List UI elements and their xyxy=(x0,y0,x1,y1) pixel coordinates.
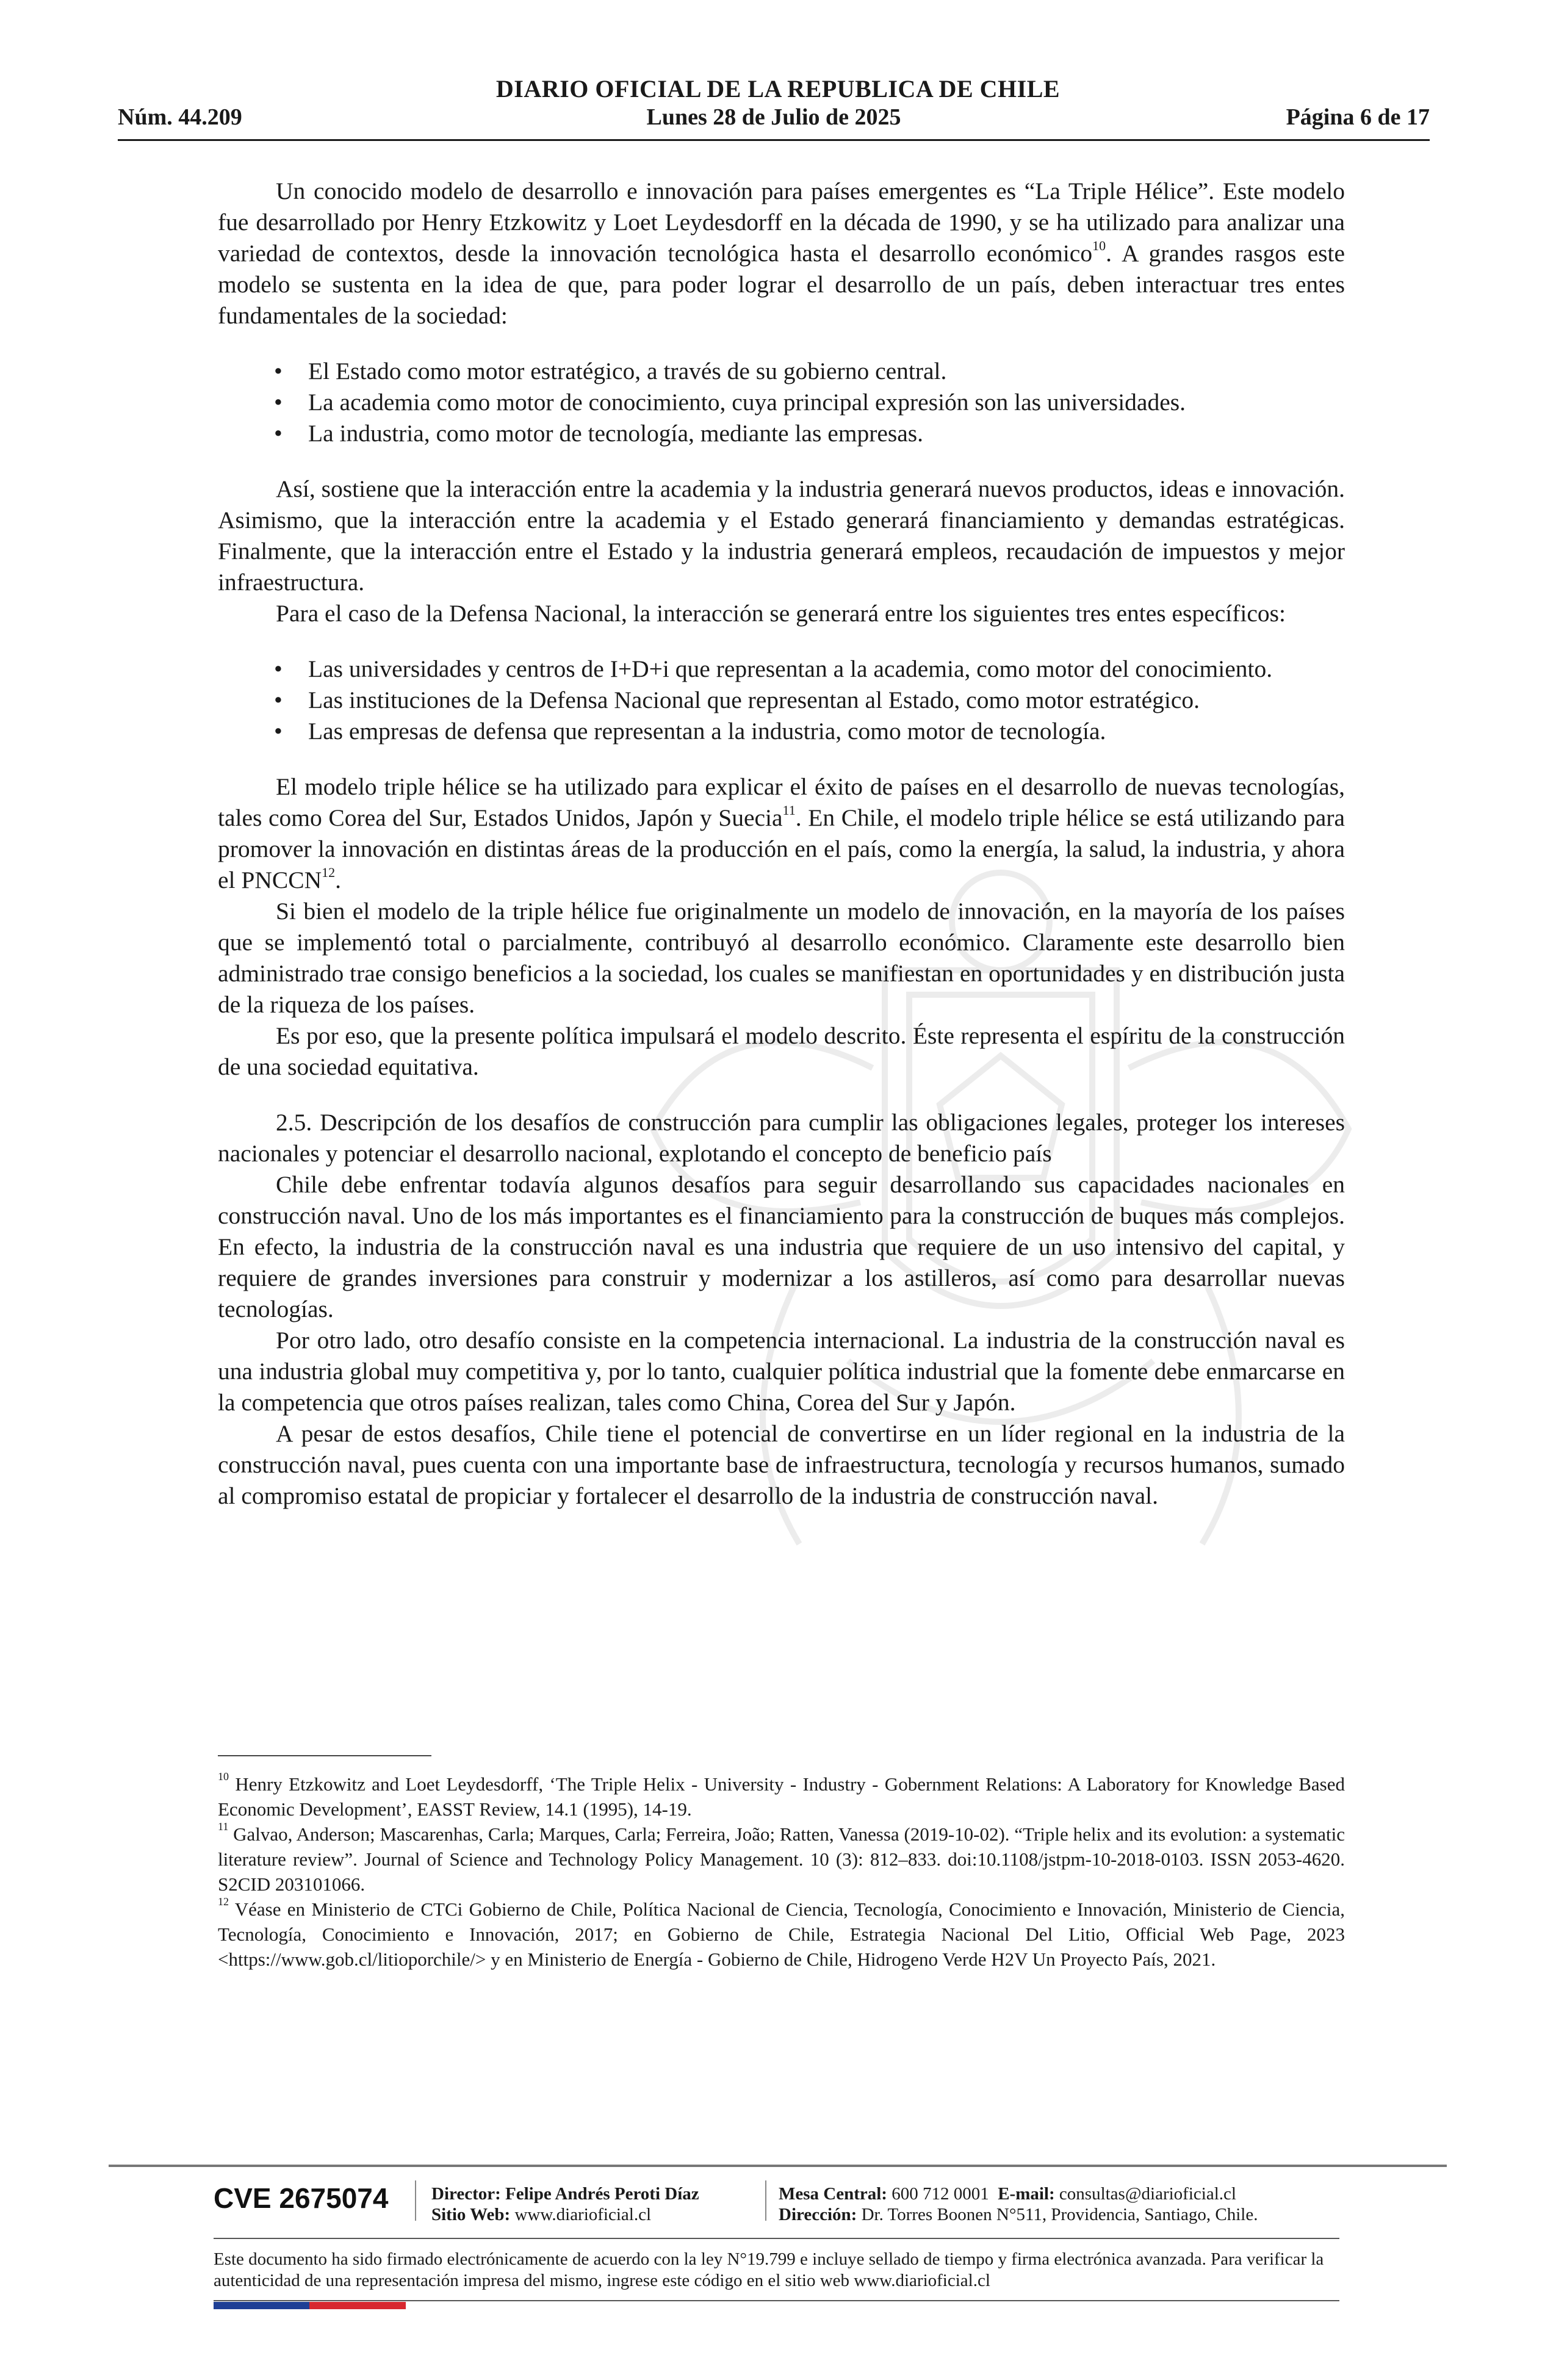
page-indicator: Página 6 de 17 xyxy=(1286,104,1430,130)
paragraph: Si bien el modelo de la triple hélice fue originalmente un modelo de innovación, en la mayoría de los países que se implementó total o parcialmente, contribuyó al desarrollo económico. Claramente este desarrollo bien administrado trae consigo beneficios a la sociedad, los cuales se manifiestan en oportunidades y en distribución justa de la riqueza de los países. xyxy=(218,898,1345,1018)
legal-notice: Este documento ha sido firmado electrónicamente de acuerdo con la ley N°19.799 e incluye sellado de tiempo y firma electrónica avanzada. Para verificar la autenticidad de una representación impresa del mismo, ingrese este código en el sitio web www.diarioficial.cl xyxy=(214,2249,1324,2290)
paragraph: Por otro lado, otro desafío consiste en la competencia internacional. La industria de la construcción naval es una industria global muy competitiva y, por lo tanto, cualquier política industrial que la fomente debe enmarcarse en la competencia que otros países realizan, tales como China, Corea del Sur y Japón. xyxy=(218,1327,1345,1416)
header-divider xyxy=(118,139,1430,141)
footer-divider xyxy=(214,2300,1339,2301)
document-body xyxy=(218,176,1345,1512)
header-row xyxy=(118,104,1430,133)
list-item: • El Estado como motor estratégico, a través de su gobierno central. xyxy=(218,356,1345,387)
bullet-list xyxy=(218,654,1345,747)
email-link[interactable]: consultas@diarioficial.cl xyxy=(1059,2184,1236,2204)
bullet-icon: • xyxy=(274,687,283,713)
footnote-divider xyxy=(218,1755,431,1756)
list-item: • Las empresas de defensa que representan a la industria, como motor de tecnología. xyxy=(218,716,1345,747)
footnotes xyxy=(218,1772,1345,1972)
bullet-list xyxy=(218,356,1345,449)
issue-date: Lunes 28 de Julio de 2025 xyxy=(646,104,901,130)
paragraph: Es por eso, que la presente política impulsará el modelo descrito. Éste representa el espíritu de la construcción de una sociedad equitativa. xyxy=(218,1022,1345,1080)
address: Dr. Torres Boonen N°511, Providencia, Santiago, Chile. xyxy=(861,2205,1258,2224)
list-item: • Las universidades y centros de I+D+i que representan a la academia, como motor del conocimiento. xyxy=(218,654,1345,685)
list-item: • La industria, como motor de tecnología, mediante las empresas. xyxy=(218,418,1345,449)
footnote: $^{11}$ Galvao, Anderson; Mascarenhas, Carla; Marques, Carla; Ferreira, João; Ratten, Vanessa (2019-10-02). “Triple helix and its evolution: a systematic literature review”. Journal of Science and Technology Policy Management. 10 (3): 812–833. doi:10.1108/jstpm-10-2018-0103. ISSN 2053-4620. S2CID 203101066. xyxy=(218,1820,1345,1895)
footnote: $^{12}$ Véase en Ministerio de CTCi Gobierno de Chile, Política Nacional de Ciencia, Tecnología, Conocimiento e Innovación, Ministerio de Ciencia, Tecnología, Conocimiento e Innovación, 2017; en Gobierno de Chile, Estrategia Nacional Del Litio, Official Web Page, 2023 <https://www.gob.cl/litioporchile/> y en Ministerio de Energía - Gobierno de Chile, Hidrogeno Verde H2V Un Proyecto País, 2021. xyxy=(218,1895,1345,1970)
bullet-icon: • xyxy=(274,718,283,745)
paragraph: El modelo triple hélice se ha utilizado para explicar el éxito de países en el desarrollo de nuevas tecnologías, tales como Corea del Sur, Estados Unidos, Japón y Suecia$^{11}$. En Chile, el modelo triple hélice se está utilizando para promover la innovación en distintas áreas de la producción en el país, como la energía, la salud, la industria, y ahora el PNCCN$^{12}$. xyxy=(218,773,1345,893)
phone-number: 600 712 0001 xyxy=(891,2184,989,2204)
newspaper-title: DIARIO OFICIAL DE LA REPUBLICA DE CHILE xyxy=(495,75,1061,103)
footnote: $^{10}$ Henry Etzkowitz and Loet Leydesdorff, ‘The Triple Helix - University - Industry - Gobernment Relations: A Laboratory for Knowledge Based Economic Development’, EASST Review, 14.1 (1995), 14-19. xyxy=(218,1770,1345,1820)
paragraph: Un conocido modelo de desarrollo e innovación para países emergentes es “La Triple Hélice”. Este modelo fue desarrollado por Henry Etzkowitz y Loet Leydesdorff en la década de 1990, y se ha utilizado para analizar una variedad de contextos, desde la innovación tecnológica hasta el desarrollo económico$^{10}$. A grandes rasgos este modelo se sustenta en la idea de que, para poder lograr el desarrollo de un país, deben interactuar tres entes fundamentales de la sociedad: xyxy=(218,178,1345,329)
bullet-icon: • xyxy=(274,655,283,682)
paragraph: A pesar de estos desafíos, Chile tiene el potencial de convertirse en un líder regional en la industria de la construcción naval, pues cuenta con una importante base de infraestructura, tecnología y recursos humanos, sumado al compromiso estatal de propiciar y fortalecer el desarrollo de la industria de construcción naval. xyxy=(218,1420,1345,1509)
footnote-ref: 10 xyxy=(1092,237,1106,253)
list-item: • La academia como motor de conocimiento, cuya principal expresión son las universidades. xyxy=(218,387,1345,418)
section-heading: 2.5. Descripción de los desafíos de construcción para cumplir las obligaciones legales, proteger los intereses nacionales y potenciar el desarrollo nacional, explotando el concepto de beneficio país xyxy=(218,1109,1345,1167)
footer-divider xyxy=(109,2165,1447,2167)
footer-contact-block: Mesa Central: 600 712 0001 E-mail: consultas@diarioficial.cl Dirección: Dr. Torres Boonen N°511, Providencia, Santiago, Chile. xyxy=(779,2184,1258,2224)
footer-divider xyxy=(214,2238,1339,2239)
flag-stripe-red xyxy=(309,2302,406,2309)
issue-number: Núm. 44.209 xyxy=(118,104,242,130)
bullet-icon: • xyxy=(274,389,283,416)
footnote-ref: 11 xyxy=(782,802,796,818)
paragraph: Para el caso de la Defensa Nacional, la interacción se generará entre los siguientes tres entes específicos: xyxy=(276,600,1286,627)
director-name: Felipe Andrés Peroti Díaz xyxy=(505,2184,699,2204)
footnote-ref: 12 xyxy=(322,864,336,880)
list-item: • Las instituciones de la Defensa Nacional que representan al Estado, como motor estratégico. xyxy=(218,685,1345,716)
footer-director-block: Director: Felipe Andrés Peroti Díaz Sitio Web: www.diarioficial.cl xyxy=(431,2184,699,2224)
paragraph: Chile debe enfrentar todavía algunos desafíos para seguir desarrollando sus capacidades nacionales en construcción naval. Uno de los más importantes es el financiamiento para la construcción de buques más complejos. En efecto, la industria de la construcción naval es una industria que requiere de un uso intensivo del capital, y requiere de grandes inversiones para construir y modernizar a los astilleros, así como para desarrollar nuevas tecnologías. xyxy=(218,1171,1345,1322)
footer-separator xyxy=(765,2180,766,2221)
cve-code: CVE 2675074 xyxy=(214,2182,389,2214)
website-link[interactable]: www.diarioficial.cl xyxy=(514,2205,652,2224)
paragraph: Así, sostiene que la interacción entre la academia y la industria generará nuevos productos, ideas e innovación. Asimismo, que la interacción entre la academia y el Estado generará financiamiento y demandas estratégicas. Finalmente, que la interacción entre el Estado y la industria generará empleos, recaudación de impuestos y mejor infraestructura. xyxy=(218,475,1345,596)
flag-stripe-blue xyxy=(214,2302,309,2309)
bullet-icon: • xyxy=(274,420,283,447)
bullet-icon: • xyxy=(274,358,283,384)
footer-separator xyxy=(415,2180,416,2221)
